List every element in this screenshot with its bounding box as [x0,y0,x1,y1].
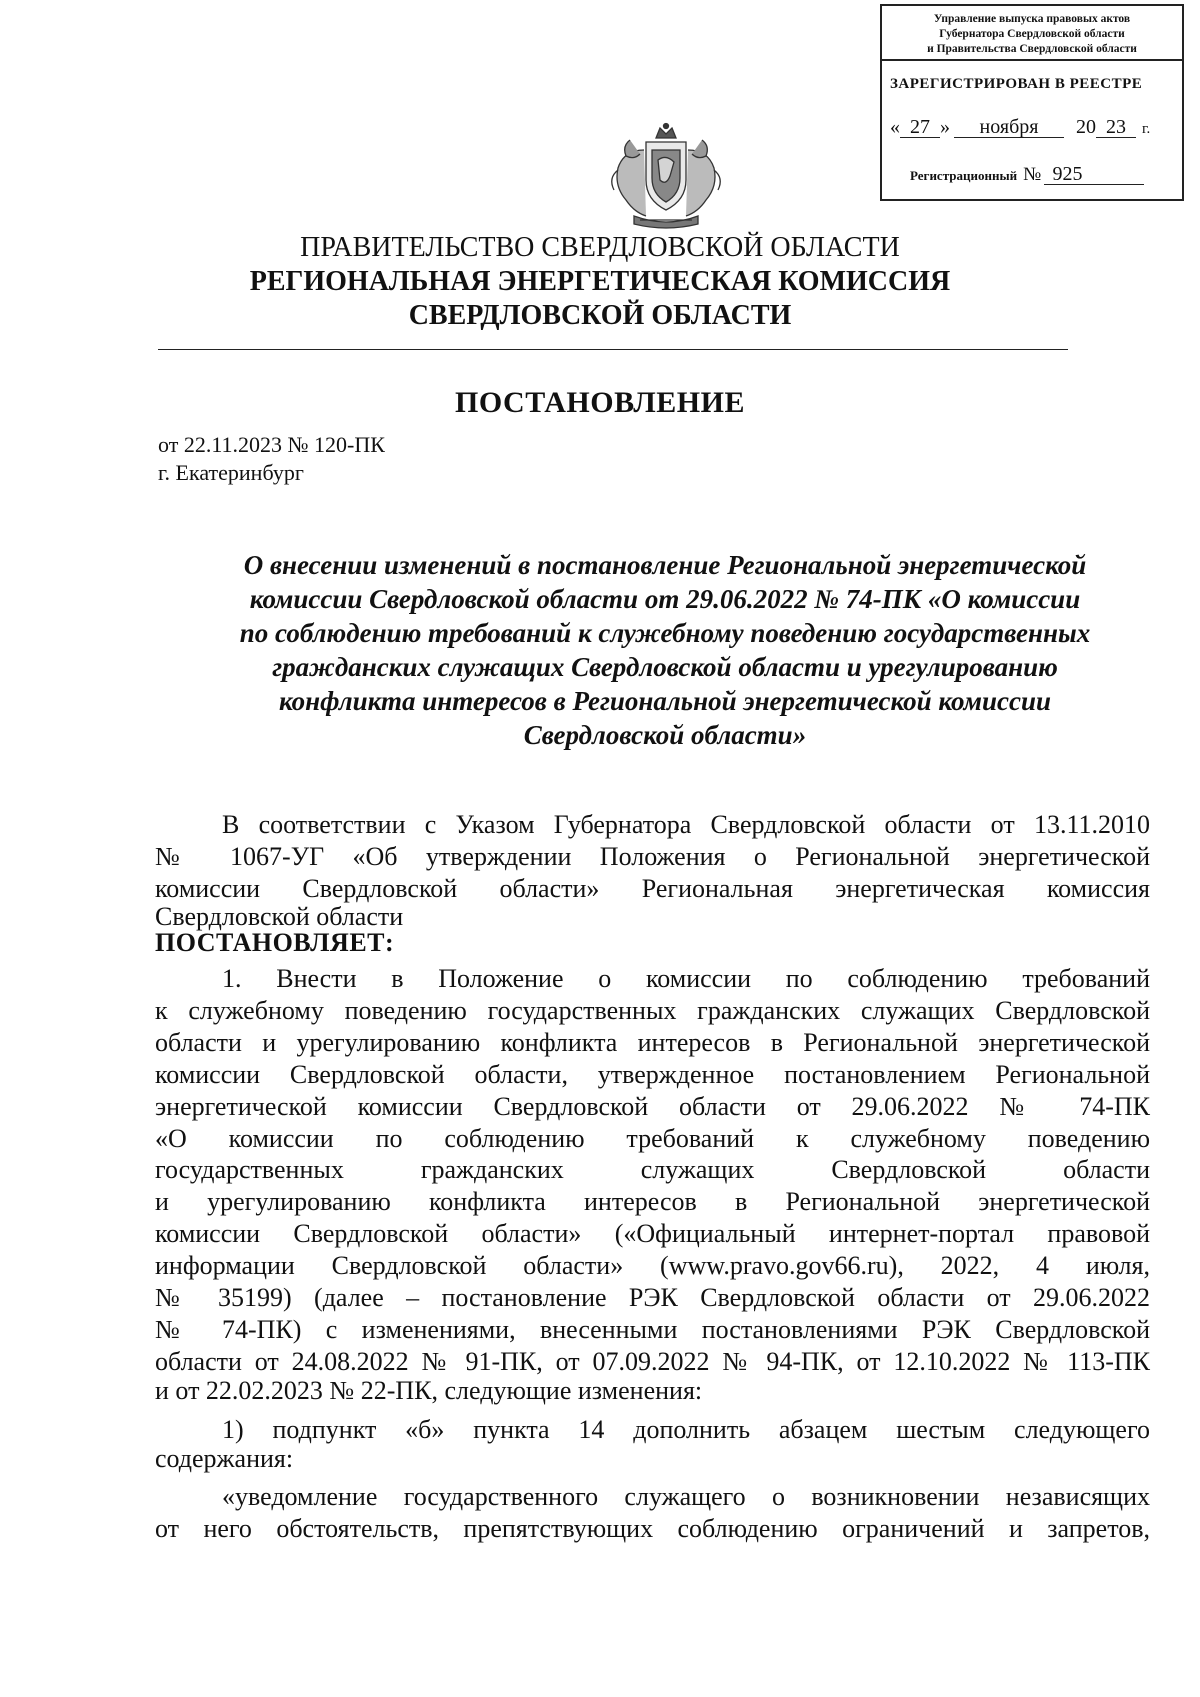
stamp-month: ноября [954,117,1064,138]
commission-title-line1: РЕГИОНАЛЬНАЯ ЭНЕРГЕТИЧЕСКАЯ КОМИССИЯ [249,266,951,297]
item1-line: и от 22.02.2023 № 22-ПК, следующие изменения: [155,1376,703,1405]
stamp-header-line: Губернатора Свердловской области [939,28,1125,40]
item1-line: энергетической комиссии Свердловской области от 29.06.2022 № 74-ПК [155,1092,1150,1121]
subject-line: комиссии Свердловской области от 29.06.2022 № 74-ПК «О комиссии [249,584,1081,614]
decree-word: ПОСТАНОВЛЯЕТ: [155,928,395,957]
stamp-registered-label: ЗАРЕГИСТРИРОВАН В РЕЕСТРЕ [890,76,1143,92]
government-title: ПРАВИТЕЛЬСТВО СВЕРДЛОВСКОЙ ОБЛАСТИ [300,232,900,263]
subject-line: конфликта интересов в Региональной энергетической комиссии [278,686,1052,716]
document-date-number: от 22.11.2023 № 120-ПК [158,432,385,457]
quote-line: «уведомление государственного служащего о возникновении независящих [222,1482,1150,1511]
stamp-day: 27 [900,117,940,138]
stamp-header [882,6,1182,61]
document-subject [180,548,1150,752]
registration-stamp [880,4,1184,201]
stamp-reg-no-sign: № [1023,164,1042,185]
stamp-header-line: Управление выпуска правовых актов [933,13,1131,25]
item1-line: № 74-ПК) с изменениями, внесенными постановлениями РЭК Свердловской [155,1315,1150,1344]
stamp-reg-number [910,164,1144,186]
subject-line: О внесении изменений в постановление Региональной энергетической [243,550,1087,580]
subitem1-line: 1) подпункт «б» пункта 14 дополнить абзацем шестым следующего [222,1415,1150,1444]
preamble-line: № 1067-УГ «Об утверждении Положения о Региональной энергетической [155,842,1150,871]
subitem1-line: содержания: [155,1444,294,1473]
stamp-date [890,116,1180,139]
stamp-quote-close: » [940,116,950,138]
item1-line: области от 24.08.2022 № 91-ПК, от 07.09.2022 № 94-ПК, от 12.10.2022 № 113-ПК [155,1347,1150,1376]
document-city: г. Екатеринбург [158,460,304,485]
item1-line: «О комиссии по соблюдению требований к служебному поведению [155,1124,1150,1153]
item1-line: комиссии Свердловской области» («Официальный интернет-портал правовой [155,1219,1150,1248]
subject-line: гражданских служащих Свердловской области и урегулированию [272,652,1058,682]
stamp-reg-label: Регистрационный [910,168,1018,183]
item1-line: и урегулированию конфликта интересов в Региональной энергетической [155,1187,1150,1216]
subject-line: по соблюдению требований к служебному поведению государственных [239,618,1091,648]
commission-title-line2: СВЕРДЛОВСКОЙ ОБЛАСТИ [408,300,792,331]
item1-line: информации Свердловской области» (www.pravo.gov66.ru), 2022, 4 июля, [155,1251,1150,1280]
item1-line: № 35199) (далее – постановление РЭК Свердловской области от 29.06.2022 [155,1283,1150,1312]
stamp-year-prefix: 20 [1076,116,1096,138]
stamp-reg-value: 925 [1044,164,1144,185]
stamp-quote-open: « [890,116,900,138]
stamp-year-unit: г. [1142,121,1151,137]
item1-line: 1. Внести в Положение о комиссии по соблюдению требований [222,964,1150,993]
preamble-line: В соответствии с Указом Губернатора Свердловской области от 13.11.2010 [222,810,1150,839]
stamp-header-line: и Правительства Свердловской области [927,43,1137,55]
coat-of-arms-icon [600,120,732,232]
preamble-line: комиссии Свердловской области» Региональная энергетическая комиссия [155,874,1150,903]
subject-line: Свердловской области» [523,720,807,750]
item1-line: комиссии Свердловской области, утвержденное постановлением Региональной [155,1060,1150,1089]
document-type: ПОСТАНОВЛЕНИЕ [455,386,745,419]
item1-line: государственных гражданских служащих Свердловской области [155,1155,1150,1184]
quote-line: от него обстоятельств, препятствующих соблюдению ограничений и запретов, [155,1514,1150,1543]
item1-line: к служебному поведению государственных гражданских служащих Свердловской [155,996,1150,1025]
preamble-line: Свердловской области [155,902,404,931]
item1-line: области и урегулированию конфликта интересов в Региональной энергетической [155,1028,1150,1057]
stamp-year-suffix: 23 [1096,117,1136,138]
header-divider [158,349,1068,350]
